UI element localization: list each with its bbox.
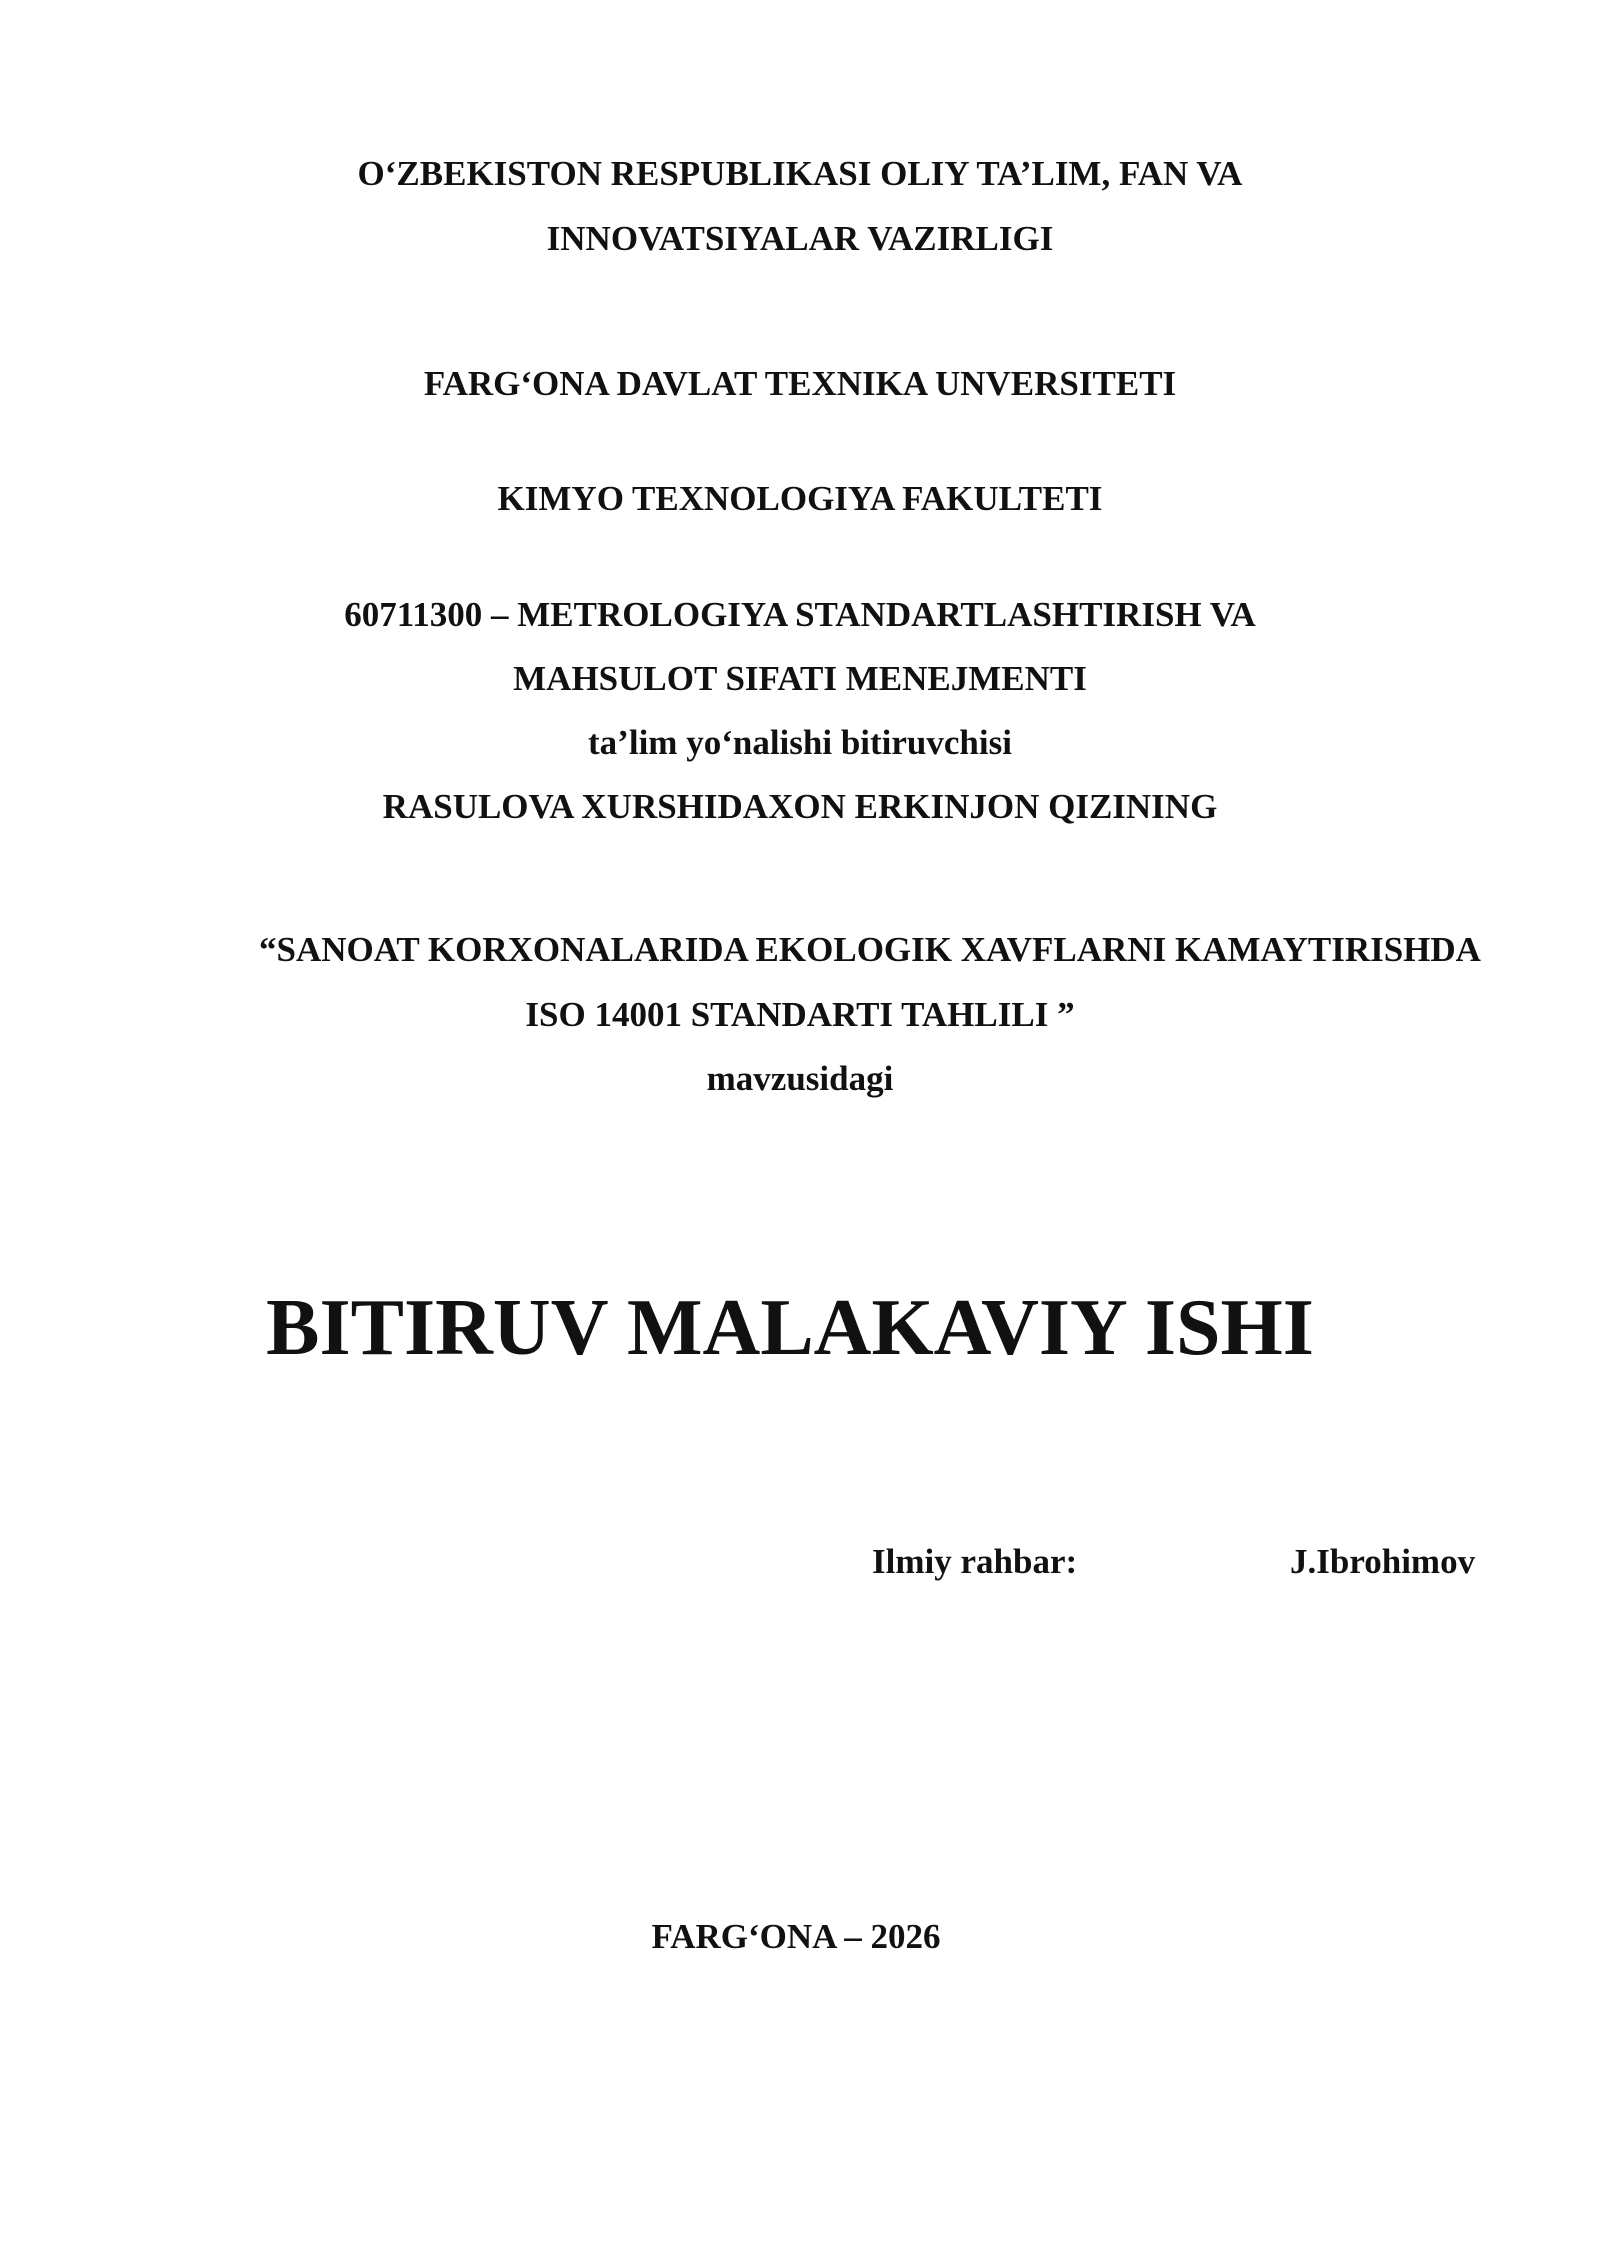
faculty-name: KIMYO TEXNOLOGIYA FAKULTETI: [497, 479, 1103, 518]
program-line-3: ta’lim yo‘nalishi bitiruvchisi: [588, 723, 1012, 762]
supervisor-label: Ilmiy rahbar:: [872, 1542, 1078, 1581]
place-year: FARG‘ONA – 2026: [651, 1917, 941, 1956]
topic-line-3: mavzusidagi: [706, 1059, 894, 1098]
program-line-2: MAHSULOT SIFATI MENEJMENTI: [513, 659, 1087, 698]
student-name: RASULOVA XURSHIDAXON ERKINJON QIZINING: [382, 787, 1218, 826]
ministry-line-1: O‘ZBEKISTON RESPUBLIKASI OLIY TA’LIM, FAN VA: [357, 154, 1243, 193]
ministry-line-2: INNOVATSIYALAR VAZIRLIGI: [546, 219, 1054, 258]
supervisor-name: J.Ibrohimov: [1290, 1542, 1476, 1581]
university-name: FARG‘ONA DAVLAT TEXNIKA UNVERSITETI: [423, 364, 1177, 403]
topic-line-1: “SANOAT KORXONALARIDA EKOLOGIK XAVFLARNI KAMAYTIRISHDA: [259, 930, 1481, 969]
work-title: BITIRUV MALAKAVIY ISHI: [266, 1284, 1314, 1372]
topic-line-2: ISO 14001 STANDARTI TAHLILI ”: [525, 995, 1075, 1034]
supervisor-row: [0, 1540, 1600, 1584]
program-line-1: 60711300 – METROLOGIYA STANDARTLASHTIRISH VA: [344, 595, 1256, 634]
